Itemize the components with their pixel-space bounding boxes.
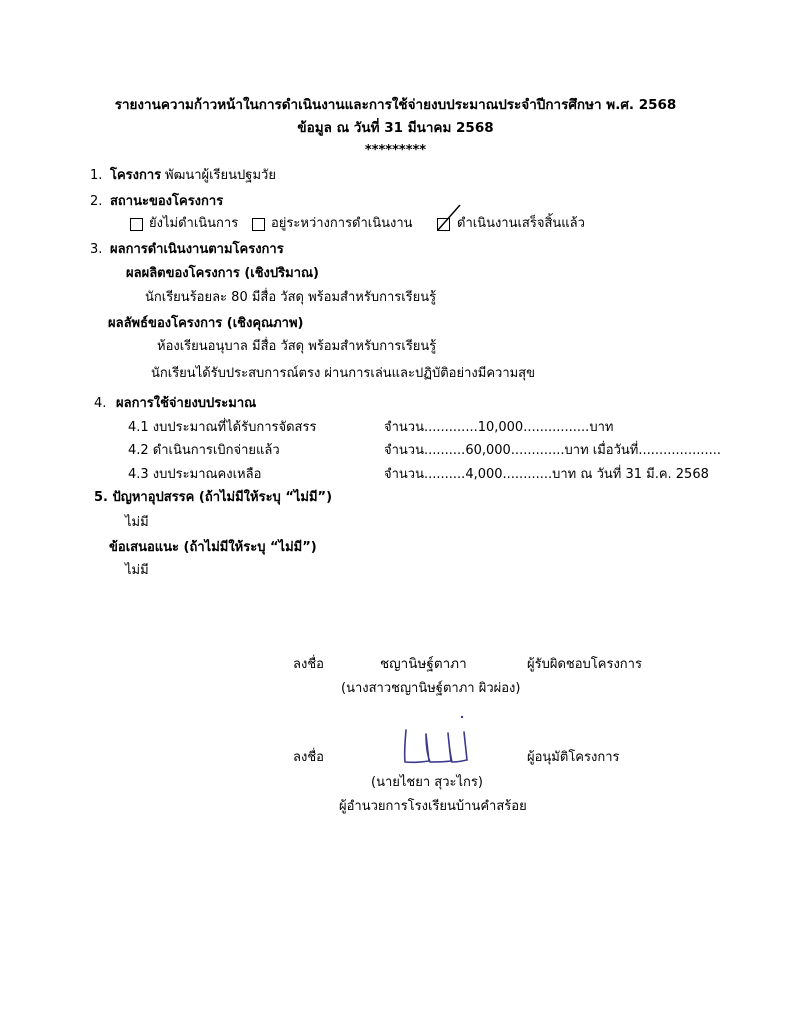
output-label: ผลผลิตของโครงการ (เชิงปริมาณ) bbox=[126, 266, 320, 281]
budget-remaining-label: 4.3 งบประมาณคงเหลือ bbox=[128, 467, 262, 482]
handwritten-signature bbox=[396, 712, 476, 768]
problems-value: ไม่มี bbox=[125, 515, 149, 530]
section-5-label: 5. ปัญหาอุปสรรค (ถ้าไม่มีให้ระบุ “ไม่มี”) bbox=[94, 490, 333, 505]
budget-disbursed-label: 4.2 ดำเนินการเบิกจ่ายแล้ว bbox=[128, 443, 280, 458]
section-2-number: 2. bbox=[90, 194, 103, 209]
role-project-owner: ผู้รับผิดชอบโครงการ bbox=[527, 657, 642, 672]
project-name: พัฒนาผู้เรียนปฐมวัย bbox=[165, 168, 276, 183]
status-option-in-progress: อยู่ระหว่างการดำเนินงาน bbox=[271, 216, 413, 231]
suggestions-label: ข้อเสนอแนะ (ถ้าไม่มีให้ระบุ “ไม่มี”) bbox=[109, 540, 317, 555]
name-project-owner: (นางสาวชญานิษฐ์ตาภา ผิวผ่อง) bbox=[341, 681, 521, 696]
status-checkbox-not-started[interactable] bbox=[130, 218, 143, 231]
budget-allocated-label: 4.1 งบประมาณที่ได้รับการจัดสรร bbox=[128, 420, 317, 435]
section-3-label: ผลการดำเนินงานตามโครงการ bbox=[110, 242, 284, 257]
budget-disbursed-amount: จำนวน..........60,000.............บาท เมื่อวันที่.................... bbox=[384, 443, 721, 458]
suggestions-value: ไม่มี bbox=[125, 563, 149, 578]
section-1-label: โครงการ bbox=[110, 168, 162, 183]
sign-prefix-1: ลงชื่อ bbox=[293, 657, 324, 672]
signature-project-owner: ชญานิษฐ์ตาภา bbox=[380, 656, 467, 672]
budget-remaining-amount: จำนวน..........4,000............บาท ณ วันที่ 31 มี.ค. 2568 bbox=[384, 467, 709, 482]
outcome-text-2: นักเรียนได้รับประสบการณ์ตรง ผ่านการเล่นและปฏิบัติอย่างมีความสุข bbox=[151, 366, 536, 381]
document-subtitle: ข้อมูล ณ วันที่ 31 มีนาคม 2568 bbox=[297, 120, 494, 136]
header-stars: ********* bbox=[364, 143, 427, 158]
document-title: รายงานความก้าวหน้าในการดำเนินงานและการใช้จ่ายงบประมาณประจำปีการศึกษา พ.ศ. 2568 bbox=[114, 97, 677, 113]
budget-allocated-amount: จำนวน.............10,000................บาท bbox=[384, 420, 614, 435]
outcome-label: ผลลัพธ์ของโครงการ (เชิงคุณภาพ) bbox=[108, 316, 304, 331]
name-approver: (นายไชยา สุวะไกร) bbox=[371, 775, 483, 790]
section-4-number: 4. bbox=[94, 396, 107, 411]
outcome-text-1: ห้องเรียนอนุบาล มีสื่อ วัสดุ พร้อมสำหรับการเรียนรู้ bbox=[157, 339, 437, 354]
section-2-label: สถานะของโครงการ bbox=[110, 194, 224, 209]
role-approver: ผู้อนุมัติโครงการ bbox=[527, 750, 620, 765]
output-text: นักเรียนร้อยละ 80 มีสื่อ วัสดุ พร้อมสำหรับการเรียนรู้ bbox=[145, 290, 437, 305]
status-option-completed: ดำเนินงานเสร็จสิ้นแล้ว bbox=[457, 216, 585, 231]
status-option-not-started: ยังไม่ดำเนินการ bbox=[149, 216, 239, 231]
sign-prefix-2: ลงชื่อ bbox=[293, 750, 324, 765]
position-approver: ผู้อำนวยการโรงเรียนบ้านคำสร้อย bbox=[339, 799, 527, 814]
section-4-label: ผลการใช้จ่ายงบประมาณ bbox=[116, 396, 257, 411]
section-1-number: 1. bbox=[90, 168, 103, 183]
status-checkbox-in-progress[interactable] bbox=[252, 218, 265, 231]
section-3-number: 3. bbox=[90, 242, 103, 257]
